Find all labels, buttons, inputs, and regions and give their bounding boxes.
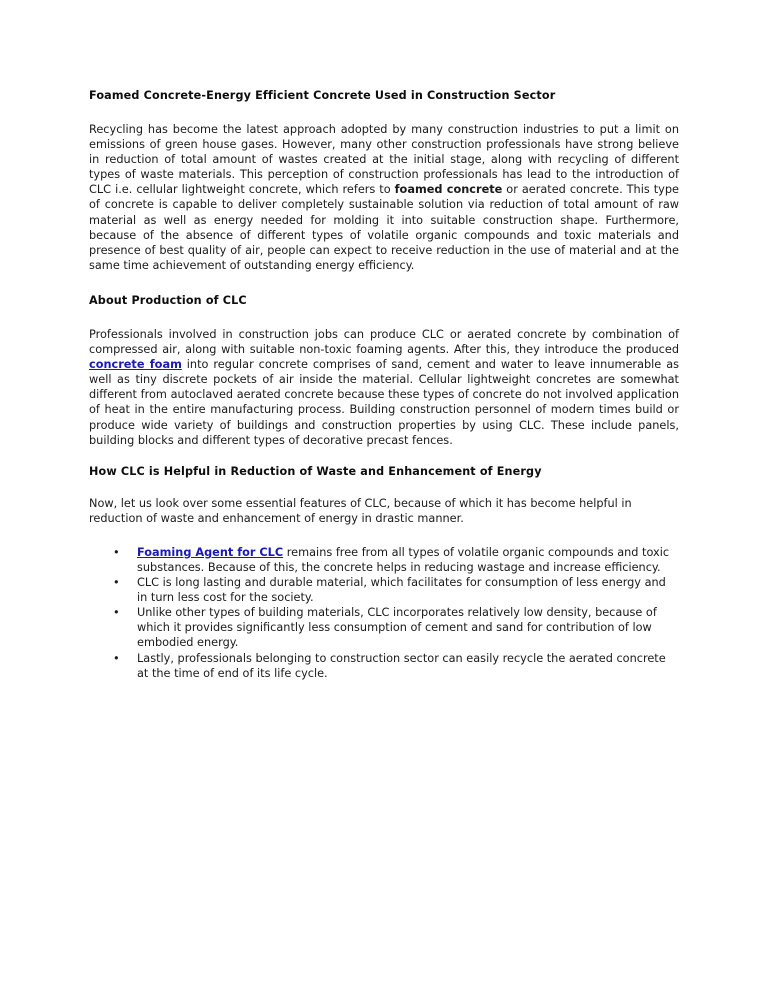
- document-body: [89, 88, 679, 681]
- spacer: [89, 308, 679, 327]
- concrete-foam-link[interactable]: concrete foam: [89, 358, 182, 372]
- paragraph-2-text-run-1: Professionals involved in construction jobs can produce CLC or aerated concrete by combination of compressed air, along with suitable non-toxic foaming agents. After this, they introduce the produced: [89, 327, 679, 357]
- features-bullet-list: [89, 545, 679, 681]
- spacer: [89, 448, 679, 464]
- list-item-text: remains free from all types of volatile organic compounds and toxic substances. Because of this, the concrete helps in reducing wastage and increase efficiency.: [137, 545, 670, 574]
- list-item-text: CLC is long lasting and durable material, which facilitates for consumption of less energy and in turn less cost for the society.: [137, 576, 666, 605]
- list-item: [89, 545, 679, 575]
- spacer: [89, 479, 679, 496]
- bullet-marker: •: [113, 576, 120, 590]
- section-heading-1: Foamed Concrete-Energy Efficient Concrete Used in Construction Sector: [89, 89, 556, 102]
- bullet-marker: •: [113, 651, 120, 665]
- list-item-text: Unlike other types of building materials, CLC incorporates relatively low density, because of which it provides significantly less consumption of cement and sand for contribution of low embodied energy.: [137, 606, 657, 650]
- paragraph-1-text-run-3: or aerated concrete. This type of concrete is capable to deliver completely sustainable solution via reduction of total amount of raw material as well as energy needed for molding it into suitable construction shape. Furthermore, because of the absence of different types of volatile organic compounds and toxic materials and presence of best quality of air, people can expect to receive reduction in the use of material and at the same time achievement of outstanding energy efficiency.: [89, 183, 679, 272]
- paragraph-2: [89, 327, 679, 448]
- list-item-text: Lastly, professionals belonging to construction sector can easily recycle the aerated concrete at the time of end of its life cycle.: [137, 651, 666, 680]
- paragraph-1: [89, 122, 679, 273]
- list-item: [89, 651, 679, 681]
- spacer: [89, 103, 679, 122]
- spacer: [89, 273, 679, 293]
- spacer: [89, 526, 679, 545]
- section-heading-3: How CLC is Helpful in Reduction of Waste and Enhancement of Energy: [89, 464, 542, 478]
- bullet-marker: •: [113, 545, 120, 559]
- paragraph-1-text-run-1: Recycling has become the latest approach adopted by many construction industries to put a limit on emissions of green house gases. However, many other construction professionals have strong believe in reduction of total amount of wastes created at the initial stage, along with recycling of different types of waste materials. This perception of construction professionals has lead to the introduction of CLC i.e. cellular lightweight concrete, which refers to: [89, 123, 679, 197]
- list-item: [89, 605, 679, 650]
- list-item: [89, 575, 679, 605]
- section-heading-2: About Production of CLC: [89, 293, 247, 307]
- paragraph-3: Now, let us look over some essential features of CLC, because of which it has become helpful in reduction of waste and enhancement of energy in drastic manner.: [89, 496, 632, 525]
- foamed-concrete-bold-term: foamed concrete: [394, 183, 503, 197]
- bullet-marker: •: [113, 606, 120, 620]
- foaming-agent-for-clc-link[interactable]: Foaming Agent for CLC: [137, 545, 284, 559]
- paragraph-2-text-run-3: into regular concrete comprises of sand, cement and water to leave innumerable as well as tiny discrete pockets of air inside the material. Cellular lightweight concretes are somewhat different from autoclaved aerated concrete because these types of concrete do not involved application of heat in the entire manufacturing process. Building construction personnel of modern times build or produce wide variety of buildings and construction properties by using CLC. These include panels, building blocks and different types of decorative precast fences.: [89, 358, 679, 447]
